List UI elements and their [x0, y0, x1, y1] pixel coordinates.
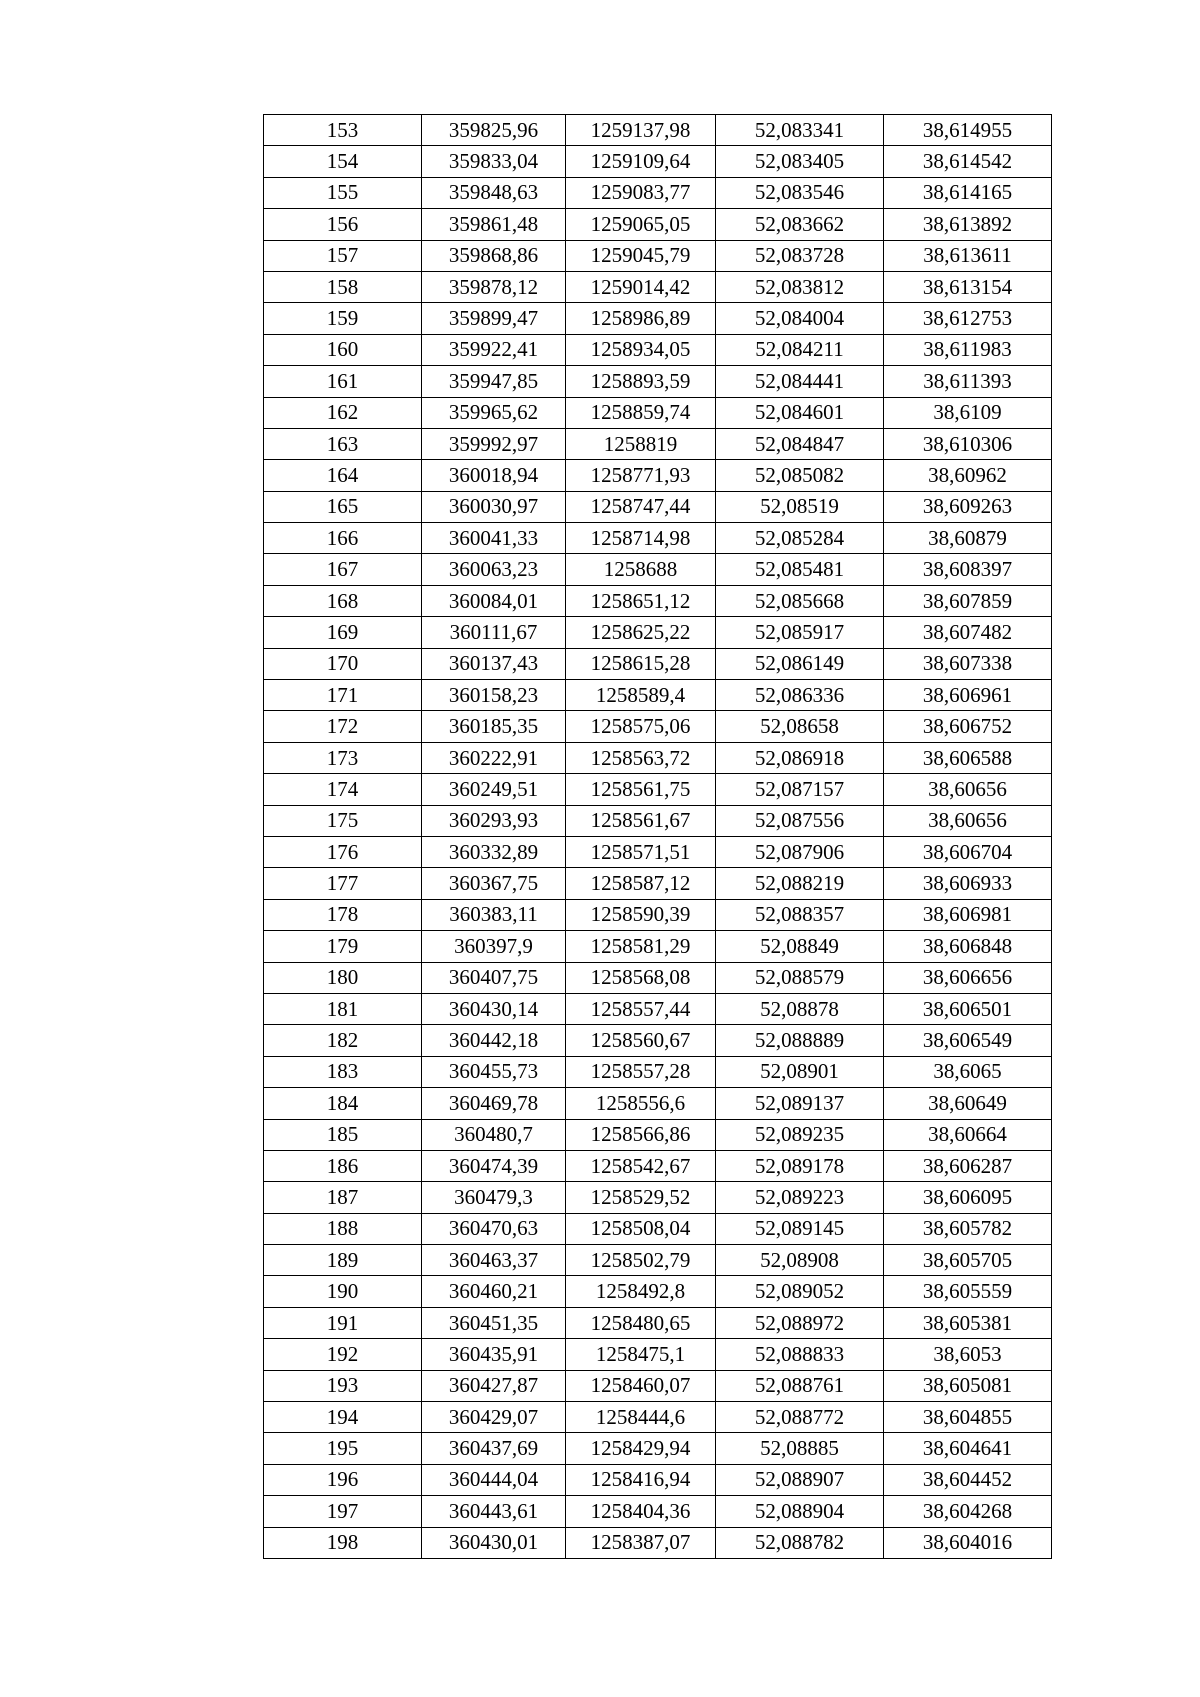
latitude-cell: 52,089052: [716, 1276, 884, 1307]
y-coordinate-cell: 1258480,65: [566, 1307, 716, 1338]
point-number-cell: 197: [264, 1496, 422, 1527]
point-number-cell: 165: [264, 491, 422, 522]
y-coordinate-cell: 1259045,79: [566, 240, 716, 271]
x-coordinate-cell: 359833,04: [422, 146, 566, 177]
y-coordinate-cell: 1258404,36: [566, 1496, 716, 1527]
table-row: [264, 554, 1052, 585]
point-number-cell: 191: [264, 1307, 422, 1338]
table-row: [264, 585, 1052, 616]
latitude-cell: 52,089235: [716, 1119, 884, 1150]
latitude-cell: 52,084847: [716, 428, 884, 459]
y-coordinate-cell: 1258563,72: [566, 742, 716, 773]
latitude-cell: 52,089178: [716, 1150, 884, 1181]
latitude-cell: 52,084004: [716, 303, 884, 334]
point-number-cell: 177: [264, 868, 422, 899]
y-coordinate-cell: 1258561,75: [566, 774, 716, 805]
y-coordinate-cell: 1258934,05: [566, 334, 716, 365]
x-coordinate-cell: 360435,91: [422, 1339, 566, 1370]
point-number-cell: 186: [264, 1150, 422, 1181]
longitude-cell: 38,605782: [884, 1213, 1052, 1244]
x-coordinate-cell: 360443,61: [422, 1496, 566, 1527]
x-coordinate-cell: 360111,67: [422, 617, 566, 648]
longitude-cell: 38,606656: [884, 962, 1052, 993]
point-number-cell: 169: [264, 617, 422, 648]
x-coordinate-cell: 360469,78: [422, 1088, 566, 1119]
latitude-cell: 52,085284: [716, 523, 884, 554]
point-number-cell: 189: [264, 1245, 422, 1276]
latitude-cell: 52,087157: [716, 774, 884, 805]
table-row: [264, 1182, 1052, 1213]
latitude-cell: 52,087906: [716, 836, 884, 867]
y-coordinate-cell: 1258747,44: [566, 491, 716, 522]
table-row: [264, 1150, 1052, 1181]
latitude-cell: 52,088219: [716, 868, 884, 899]
table-row: [264, 1245, 1052, 1276]
table-row: [264, 1276, 1052, 1307]
y-coordinate-cell: 1258529,52: [566, 1182, 716, 1213]
longitude-cell: 38,608397: [884, 554, 1052, 585]
x-coordinate-cell: 359947,85: [422, 366, 566, 397]
longitude-cell: 38,606287: [884, 1150, 1052, 1181]
y-coordinate-cell: 1259109,64: [566, 146, 716, 177]
y-coordinate-cell: 1258561,67: [566, 805, 716, 836]
longitude-cell: 38,604016: [884, 1527, 1052, 1558]
latitude-cell: 52,089145: [716, 1213, 884, 1244]
point-number-cell: 176: [264, 836, 422, 867]
latitude-cell: 52,088833: [716, 1339, 884, 1370]
y-coordinate-cell: 1258651,12: [566, 585, 716, 616]
table-row: [264, 1307, 1052, 1338]
y-coordinate-cell: 1258819: [566, 428, 716, 459]
y-coordinate-cell: 1258571,51: [566, 836, 716, 867]
longitude-cell: 38,614165: [884, 177, 1052, 208]
x-coordinate-cell: 360030,97: [422, 491, 566, 522]
latitude-cell: 52,084211: [716, 334, 884, 365]
point-number-cell: 195: [264, 1433, 422, 1464]
y-coordinate-cell: 1258688: [566, 554, 716, 585]
x-coordinate-cell: 360437,69: [422, 1433, 566, 1464]
point-number-cell: 183: [264, 1056, 422, 1087]
x-coordinate-cell: 360460,21: [422, 1276, 566, 1307]
table-row: [264, 742, 1052, 773]
table-row: [264, 240, 1052, 271]
point-number-cell: 182: [264, 1025, 422, 1056]
table-row: [264, 177, 1052, 208]
x-coordinate-cell: 360430,01: [422, 1527, 566, 1558]
point-number-cell: 167: [264, 554, 422, 585]
point-number-cell: 185: [264, 1119, 422, 1150]
point-number-cell: 162: [264, 397, 422, 428]
x-coordinate-cell: 359861,48: [422, 209, 566, 240]
longitude-cell: 38,60879: [884, 523, 1052, 554]
latitude-cell: 52,083662: [716, 209, 884, 240]
y-coordinate-cell: 1258460,07: [566, 1370, 716, 1401]
longitude-cell: 38,606981: [884, 899, 1052, 930]
table-row: [264, 1025, 1052, 1056]
point-number-cell: 163: [264, 428, 422, 459]
y-coordinate-cell: 1258771,93: [566, 460, 716, 491]
longitude-cell: 38,606588: [884, 742, 1052, 773]
point-number-cell: 190: [264, 1276, 422, 1307]
point-number-cell: 164: [264, 460, 422, 491]
y-coordinate-cell: 1258589,4: [566, 680, 716, 711]
latitude-cell: 52,086336: [716, 680, 884, 711]
x-coordinate-cell: 360407,75: [422, 962, 566, 993]
longitude-cell: 38,614955: [884, 115, 1052, 146]
point-number-cell: 155: [264, 177, 422, 208]
y-coordinate-cell: 1259065,05: [566, 209, 716, 240]
longitude-cell: 38,605559: [884, 1276, 1052, 1307]
y-coordinate-cell: 1259014,42: [566, 271, 716, 302]
point-number-cell: 188: [264, 1213, 422, 1244]
point-number-cell: 166: [264, 523, 422, 554]
y-coordinate-cell: 1258502,79: [566, 1245, 716, 1276]
longitude-cell: 38,60962: [884, 460, 1052, 491]
latitude-cell: 52,083812: [716, 271, 884, 302]
point-number-cell: 170: [264, 648, 422, 679]
table-row: [264, 1213, 1052, 1244]
y-coordinate-cell: 1258560,67: [566, 1025, 716, 1056]
x-coordinate-cell: 360397,9: [422, 931, 566, 962]
longitude-cell: 38,613611: [884, 240, 1052, 271]
x-coordinate-cell: 359922,41: [422, 334, 566, 365]
table-row: [264, 1339, 1052, 1370]
longitude-cell: 38,60656: [884, 774, 1052, 805]
table-row: [264, 680, 1052, 711]
longitude-cell: 38,609263: [884, 491, 1052, 522]
y-coordinate-cell: 1258581,29: [566, 931, 716, 962]
longitude-cell: 38,604268: [884, 1496, 1052, 1527]
point-number-cell: 198: [264, 1527, 422, 1558]
table-row: [264, 1056, 1052, 1087]
y-coordinate-cell: 1258566,86: [566, 1119, 716, 1150]
point-number-cell: 171: [264, 680, 422, 711]
table-row: [264, 648, 1052, 679]
longitude-cell: 38,606933: [884, 868, 1052, 899]
table-row: [264, 836, 1052, 867]
longitude-cell: 38,613154: [884, 271, 1052, 302]
point-number-cell: 173: [264, 742, 422, 773]
y-coordinate-cell: 1258429,94: [566, 1433, 716, 1464]
y-coordinate-cell: 1258575,06: [566, 711, 716, 742]
table-row: [264, 962, 1052, 993]
y-coordinate-cell: 1259083,77: [566, 177, 716, 208]
x-coordinate-cell: 359899,47: [422, 303, 566, 334]
longitude-cell: 38,60649: [884, 1088, 1052, 1119]
latitude-cell: 52,088889: [716, 1025, 884, 1056]
x-coordinate-cell: 360041,33: [422, 523, 566, 554]
x-coordinate-cell: 360427,87: [422, 1370, 566, 1401]
point-number-cell: 160: [264, 334, 422, 365]
table-row: [264, 303, 1052, 334]
longitude-cell: 38,605081: [884, 1370, 1052, 1401]
longitude-cell: 38,606848: [884, 931, 1052, 962]
longitude-cell: 38,607859: [884, 585, 1052, 616]
x-coordinate-cell: 360158,23: [422, 680, 566, 711]
point-number-cell: 157: [264, 240, 422, 271]
coordinates-table-body: [264, 115, 1052, 1559]
point-number-cell: 193: [264, 1370, 422, 1401]
latitude-cell: 52,088904: [716, 1496, 884, 1527]
longitude-cell: 38,604452: [884, 1464, 1052, 1495]
table-row: [264, 1119, 1052, 1150]
y-coordinate-cell: 1258475,1: [566, 1339, 716, 1370]
point-number-cell: 158: [264, 271, 422, 302]
y-coordinate-cell: 1258615,28: [566, 648, 716, 679]
table-row: [264, 1402, 1052, 1433]
x-coordinate-cell: 360480,7: [422, 1119, 566, 1150]
latitude-cell: 52,08901: [716, 1056, 884, 1087]
latitude-cell: 52,08878: [716, 993, 884, 1024]
latitude-cell: 52,08885: [716, 1433, 884, 1464]
x-coordinate-cell: 360222,91: [422, 742, 566, 773]
longitude-cell: 38,606752: [884, 711, 1052, 742]
latitude-cell: 52,088761: [716, 1370, 884, 1401]
table-row: [264, 115, 1052, 146]
table-row: [264, 460, 1052, 491]
longitude-cell: 38,606961: [884, 680, 1052, 711]
latitude-cell: 52,085917: [716, 617, 884, 648]
y-coordinate-cell: 1258714,98: [566, 523, 716, 554]
point-number-cell: 154: [264, 146, 422, 177]
latitude-cell: 52,088972: [716, 1307, 884, 1338]
y-coordinate-cell: 1258557,44: [566, 993, 716, 1024]
latitude-cell: 52,088772: [716, 1402, 884, 1433]
table-row: [264, 366, 1052, 397]
longitude-cell: 38,606549: [884, 1025, 1052, 1056]
latitude-cell: 52,084601: [716, 397, 884, 428]
point-number-cell: 178: [264, 899, 422, 930]
point-number-cell: 168: [264, 585, 422, 616]
point-number-cell: 194: [264, 1402, 422, 1433]
y-coordinate-cell: 1258542,67: [566, 1150, 716, 1181]
longitude-cell: 38,611393: [884, 366, 1052, 397]
longitude-cell: 38,6065: [884, 1056, 1052, 1087]
point-number-cell: 184: [264, 1088, 422, 1119]
y-coordinate-cell: 1259137,98: [566, 115, 716, 146]
table-row: [264, 491, 1052, 522]
point-number-cell: 156: [264, 209, 422, 240]
point-number-cell: 172: [264, 711, 422, 742]
latitude-cell: 52,083405: [716, 146, 884, 177]
y-coordinate-cell: 1258444,6: [566, 1402, 716, 1433]
x-coordinate-cell: 360479,3: [422, 1182, 566, 1213]
x-coordinate-cell: 360383,11: [422, 899, 566, 930]
table-row: [264, 428, 1052, 459]
x-coordinate-cell: 359868,86: [422, 240, 566, 271]
table-row: [264, 271, 1052, 302]
longitude-cell: 38,60664: [884, 1119, 1052, 1150]
latitude-cell: 52,088907: [716, 1464, 884, 1495]
x-coordinate-cell: 360367,75: [422, 868, 566, 899]
latitude-cell: 52,08908: [716, 1245, 884, 1276]
y-coordinate-cell: 1258587,12: [566, 868, 716, 899]
x-coordinate-cell: 360293,93: [422, 805, 566, 836]
longitude-cell: 38,607482: [884, 617, 1052, 648]
table-row: [264, 334, 1052, 365]
table-row: [264, 1527, 1052, 1558]
x-coordinate-cell: 360185,35: [422, 711, 566, 742]
x-coordinate-cell: 359992,97: [422, 428, 566, 459]
y-coordinate-cell: 1258492,8: [566, 1276, 716, 1307]
point-number-cell: 174: [264, 774, 422, 805]
x-coordinate-cell: 360474,39: [422, 1150, 566, 1181]
table-row: [264, 1433, 1052, 1464]
latitude-cell: 52,085481: [716, 554, 884, 585]
longitude-cell: 38,6053: [884, 1339, 1052, 1370]
y-coordinate-cell: 1258625,22: [566, 617, 716, 648]
longitude-cell: 38,60656: [884, 805, 1052, 836]
point-number-cell: 159: [264, 303, 422, 334]
table-row: [264, 931, 1052, 962]
latitude-cell: 52,08849: [716, 931, 884, 962]
longitude-cell: 38,607338: [884, 648, 1052, 679]
table-row: [264, 523, 1052, 554]
longitude-cell: 38,605705: [884, 1245, 1052, 1276]
x-coordinate-cell: 360137,43: [422, 648, 566, 679]
latitude-cell: 52,089137: [716, 1088, 884, 1119]
latitude-cell: 52,087556: [716, 805, 884, 836]
x-coordinate-cell: 360084,01: [422, 585, 566, 616]
table-row: [264, 1464, 1052, 1495]
latitude-cell: 52,083728: [716, 240, 884, 271]
latitude-cell: 52,085082: [716, 460, 884, 491]
x-coordinate-cell: 360463,37: [422, 1245, 566, 1276]
latitude-cell: 52,088579: [716, 962, 884, 993]
latitude-cell: 52,088357: [716, 899, 884, 930]
longitude-cell: 38,614542: [884, 146, 1052, 177]
longitude-cell: 38,606704: [884, 836, 1052, 867]
latitude-cell: 52,08519: [716, 491, 884, 522]
x-coordinate-cell: 360470,63: [422, 1213, 566, 1244]
latitude-cell: 52,084441: [716, 366, 884, 397]
x-coordinate-cell: 359825,96: [422, 115, 566, 146]
table-row: [264, 805, 1052, 836]
y-coordinate-cell: 1258893,59: [566, 366, 716, 397]
coordinates-table: [263, 114, 1052, 1559]
x-coordinate-cell: 359878,12: [422, 271, 566, 302]
longitude-cell: 38,606501: [884, 993, 1052, 1024]
table-row: [264, 899, 1052, 930]
table-row: [264, 209, 1052, 240]
x-coordinate-cell: 360332,89: [422, 836, 566, 867]
longitude-cell: 38,6109: [884, 397, 1052, 428]
x-coordinate-cell: 360455,73: [422, 1056, 566, 1087]
table-row: [264, 774, 1052, 805]
point-number-cell: 175: [264, 805, 422, 836]
latitude-cell: 52,083546: [716, 177, 884, 208]
table-row: [264, 868, 1052, 899]
longitude-cell: 38,604641: [884, 1433, 1052, 1464]
longitude-cell: 38,612753: [884, 303, 1052, 334]
x-coordinate-cell: 359965,62: [422, 397, 566, 428]
point-number-cell: 161: [264, 366, 422, 397]
x-coordinate-cell: 360063,23: [422, 554, 566, 585]
latitude-cell: 52,089223: [716, 1182, 884, 1213]
point-number-cell: 196: [264, 1464, 422, 1495]
x-coordinate-cell: 360442,18: [422, 1025, 566, 1056]
x-coordinate-cell: 360430,14: [422, 993, 566, 1024]
longitude-cell: 38,613892: [884, 209, 1052, 240]
x-coordinate-cell: 359848,63: [422, 177, 566, 208]
table-row: [264, 397, 1052, 428]
table-row: [264, 1496, 1052, 1527]
longitude-cell: 38,604855: [884, 1402, 1052, 1433]
table-row: [264, 617, 1052, 648]
point-number-cell: 187: [264, 1182, 422, 1213]
point-number-cell: 153: [264, 115, 422, 146]
latitude-cell: 52,085668: [716, 585, 884, 616]
table-row: [264, 993, 1052, 1024]
x-coordinate-cell: 360451,35: [422, 1307, 566, 1338]
latitude-cell: 52,083341: [716, 115, 884, 146]
longitude-cell: 38,610306: [884, 428, 1052, 459]
y-coordinate-cell: 1258557,28: [566, 1056, 716, 1087]
latitude-cell: 52,086149: [716, 648, 884, 679]
point-number-cell: 181: [264, 993, 422, 1024]
table-row: [264, 146, 1052, 177]
point-number-cell: 180: [264, 962, 422, 993]
latitude-cell: 52,08658: [716, 711, 884, 742]
y-coordinate-cell: 1258416,94: [566, 1464, 716, 1495]
table-row: [264, 1088, 1052, 1119]
point-number-cell: 192: [264, 1339, 422, 1370]
latitude-cell: 52,086918: [716, 742, 884, 773]
latitude-cell: 52,088782: [716, 1527, 884, 1558]
x-coordinate-cell: 360429,07: [422, 1402, 566, 1433]
y-coordinate-cell: 1258556,6: [566, 1088, 716, 1119]
point-number-cell: 179: [264, 931, 422, 962]
longitude-cell: 38,611983: [884, 334, 1052, 365]
x-coordinate-cell: 360249,51: [422, 774, 566, 805]
y-coordinate-cell: 1258590,39: [566, 899, 716, 930]
y-coordinate-cell: 1258508,04: [566, 1213, 716, 1244]
y-coordinate-cell: 1258568,08: [566, 962, 716, 993]
longitude-cell: 38,606095: [884, 1182, 1052, 1213]
x-coordinate-cell: 360444,04: [422, 1464, 566, 1495]
y-coordinate-cell: 1258859,74: [566, 397, 716, 428]
x-coordinate-cell: 360018,94: [422, 460, 566, 491]
table-row: [264, 1370, 1052, 1401]
longitude-cell: 38,605381: [884, 1307, 1052, 1338]
y-coordinate-cell: 1258387,07: [566, 1527, 716, 1558]
y-coordinate-cell: 1258986,89: [566, 303, 716, 334]
table-row: [264, 711, 1052, 742]
